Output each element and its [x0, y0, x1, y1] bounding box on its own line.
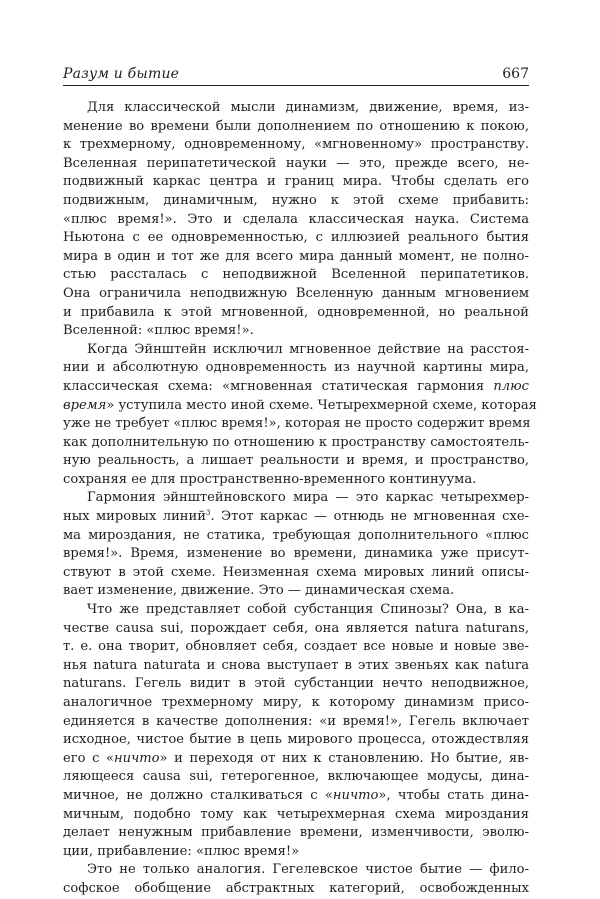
text-line: [63, 880, 529, 899]
text-segment: Гармония эйнштейновского мира — это каркас четырехмер-: [87, 490, 529, 506]
text-segment: ции, прибавление: «плюс время!»: [63, 843, 300, 859]
text-segment: Что же представляет собой субстанция Спинозы? Она, в ка-: [87, 602, 529, 618]
text-line: [63, 304, 529, 323]
text-segment: менение во времени были дополнением по отношению к покою,: [63, 118, 529, 134]
text-line: [63, 415, 529, 434]
text-segment: сохраняя ее для пространственно-временного континуума.: [63, 471, 477, 487]
text-segment: ных мировых линий: [63, 509, 206, 525]
text-line: [63, 768, 529, 787]
text-segment: ляющееся causa sui, гетерогенное, включающее модусы, дина-: [63, 769, 529, 785]
text-segment: нья natura naturata и снова выступает в этих звеньях как natura: [63, 657, 529, 673]
text-segment: «плюс время!». Это и сделала классическая наука. Система: [63, 211, 529, 227]
text-line: [63, 378, 529, 397]
text-line: [63, 694, 529, 713]
text-segment: нии и абсолютную одновременность из научной картины мира,: [63, 360, 529, 376]
text-line: [63, 155, 529, 174]
text-line: [63, 564, 529, 583]
text-line: [63, 211, 529, 230]
text-segment: вает изменение, движение. Это — динамическая схема.: [63, 583, 455, 599]
text-segment: ную реальность, а лишает реальности и время, и пространство,: [63, 453, 529, 469]
text-line: [63, 657, 529, 676]
body-text: [63, 99, 537, 899]
text-line: [63, 545, 529, 564]
text-line: [63, 750, 529, 769]
text-segment: уже не требует «плюс время!», которая не просто содержит время: [63, 416, 531, 432]
text-segment: как дополнительную по отношению к пространству самостоятель-: [63, 434, 529, 450]
text-line: [63, 582, 529, 601]
text-line: [63, 620, 529, 639]
text-line: [63, 787, 529, 806]
text-segment: его с «: [63, 750, 115, 766]
text-line: [63, 173, 529, 192]
text-segment: Она ограничила неподвижную Вселенную данным мгновением: [63, 285, 529, 301]
text-segment: Ньютона с ее одновременностью, с иллюзией реального бытия: [63, 230, 529, 246]
text-line: [63, 136, 529, 155]
text-segment: честве causa sui, порождает себя, она является natura naturans,: [63, 620, 529, 636]
text-line: [63, 675, 529, 694]
text-segment: ствуют в этой схеме. Неизменная схема мировых линий описы-: [63, 564, 529, 580]
footnote-ref: 3: [206, 509, 211, 518]
text-segment: Вселенной: «плюс время!».: [63, 323, 254, 339]
text-segment: Для классической мысли динамизм, движение, время, из-: [87, 100, 529, 115]
text-line: [63, 266, 529, 285]
header-rule: [63, 85, 529, 86]
text-line: [63, 638, 529, 657]
text-segment: исходное, чистое бытие в цепь мирового процесса, отождествляя: [63, 732, 529, 748]
text-segment: Вселенная перипатетической науки — это, прежде всего, не-: [63, 155, 529, 171]
text-segment: », чтобы стать дина-: [378, 787, 529, 803]
text-line: [63, 508, 529, 527]
italic-text: плюс: [493, 378, 529, 394]
text-segment: т. е. она творит, обновляет себя, создает все новые и новые зве-: [63, 639, 529, 655]
page-number: 667: [502, 66, 529, 82]
text-line: [63, 452, 529, 471]
text-segment: софское обобщение абстрактных категорий, освобожденных: [63, 880, 529, 896]
text-line: [63, 434, 529, 453]
text-line: [63, 861, 529, 880]
text-line: [63, 285, 529, 304]
text-segment: ма мироздания, не статика, требующая дополнительного «плюс: [63, 527, 529, 543]
text-segment: Когда Эйнштейн исключил мгновенное действие на расстоя-: [87, 341, 529, 357]
text-segment: и прибавила к этой мгновенной, одновременной, но реальной: [63, 304, 529, 320]
text-line: [63, 192, 529, 211]
text-line: [63, 99, 529, 118]
text-line: [63, 397, 537, 416]
italic-text: ничто: [332, 787, 379, 803]
running-title: Разум и бытие: [63, 66, 180, 82]
text-line: [63, 322, 529, 341]
text-line: [63, 248, 529, 267]
text-line: [63, 843, 529, 862]
text-line: [63, 527, 529, 546]
text-segment: классическая схема: «мгновенная статическая гармония: [63, 378, 494, 394]
text-segment: аналогичное трехмерному миру, к которому динамизм присо-: [63, 695, 529, 710]
page-header: [63, 66, 529, 84]
text-line: [63, 118, 529, 137]
text-segment: подвижный каркас центра и границ мира. Чтобы сделать его: [63, 174, 529, 190]
text-segment: » и переходя от них к становлению. Но бытие, яв-: [159, 750, 529, 766]
text-line: [63, 824, 529, 843]
text-segment: мичным, подобно тому как четырехмерная схема мироздания: [63, 806, 529, 822]
text-line: [63, 471, 529, 490]
text-line: [63, 806, 529, 825]
text-segment: мичное, не должно сталкиваться с «: [63, 787, 333, 803]
text-segment: Это не только аналогия. Гегелевское чистое бытие — фило-: [87, 862, 529, 878]
italic-text: ничто: [114, 750, 160, 766]
text-line: [63, 713, 529, 732]
text-line: [63, 229, 529, 248]
text-segment: делает ненужным прибавление времени, изменчивости, эволю-: [63, 825, 529, 841]
text-segment: стью рассталась с неподвижной Вселенной перипатетиков.: [63, 267, 529, 283]
text-segment: мира в один и тот же для всего мира данный момент, не полно-: [63, 248, 529, 264]
text-segment: . Этот каркас — отнюдь не мгновенная схе-: [210, 509, 529, 525]
text-line: [63, 359, 529, 378]
text-line: [63, 341, 529, 360]
text-segment: единяется в качестве дополнения: «и время!», Гегель включает: [63, 713, 529, 729]
text-segment: naturans. Гегель видит в этой субстанции нечто неподвижное,: [63, 676, 529, 692]
text-segment: время!». Время, изменение во времени, динамика уже присут-: [63, 546, 529, 562]
text-line: [63, 601, 529, 620]
italic-text: время: [63, 397, 107, 413]
text-line: [63, 489, 529, 508]
text-segment: к трехмерному, одновременному, «мгновенному» пространству.: [63, 137, 529, 153]
text-segment: подвижным, динамичным, нужно к этой схеме прибавить:: [63, 192, 529, 208]
text-line: [63, 731, 529, 750]
text-segment: » уступила место иной схеме. Четырехмерной схеме, которая: [106, 397, 537, 413]
